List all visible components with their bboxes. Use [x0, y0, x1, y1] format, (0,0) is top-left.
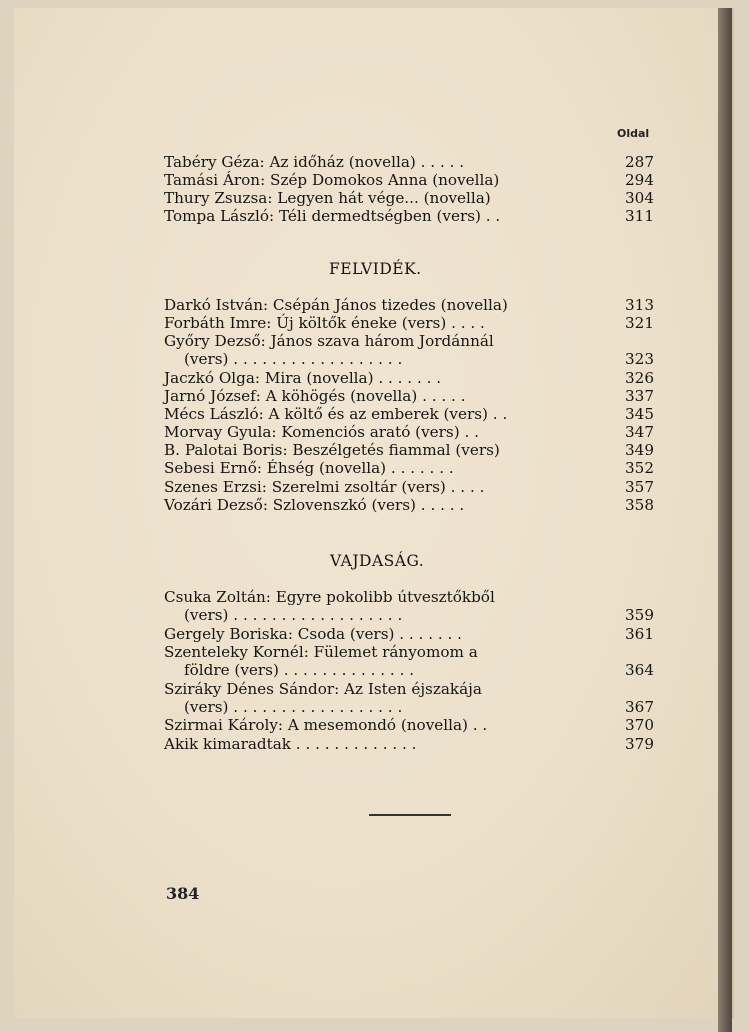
section-title-vajdasag: VAJDASÁG. — [330, 552, 425, 570]
toc-page-number: 367 — [625, 698, 654, 716]
toc-entry: Szenes Erzsi: Szerelmi zsoltár (vers) . . . . 357 — [164, 478, 654, 496]
divider-rule — [369, 814, 451, 816]
toc-page-number: 379 — [625, 735, 654, 753]
toc-entry: Morvay Gyula: Komenciós arató (vers) . . 347 — [164, 423, 654, 441]
toc-entry: Jarnó József: A köhögés (novella) . . . . . 337 — [164, 387, 654, 405]
toc-page-number: 370 — [625, 716, 654, 734]
toc-entry-continued: (vers) . . . . . . . . . . . . . . . . . . 367 — [184, 698, 654, 716]
toc-entry: Jaczkó Olga: Mira (novella) . . . . . . . 326 — [164, 369, 654, 387]
toc-page-number: 326 — [625, 369, 654, 387]
toc-page-number: 364 — [625, 661, 654, 679]
toc-page-number: 321 — [625, 314, 654, 332]
toc-entry: Thury Zsuzsa: Legyen hát vége... (novella) 304 — [164, 189, 654, 207]
book-spine-shadow — [718, 8, 732, 1032]
toc-entry: Csuka Zoltán: Egyre pokolibb útvesztőkből — [164, 588, 495, 606]
toc-entry: Tompa László: Téli dermedtségben (vers) . . 311 — [164, 207, 654, 225]
toc-page-number: 287 — [625, 153, 654, 171]
toc-page-number: 294 — [625, 171, 654, 189]
toc-page-number: 347 — [625, 423, 654, 441]
toc-entry: Tabéry Géza: Az időház (novella) . . . . . 287 — [164, 153, 654, 171]
toc-page-number: 352 — [625, 459, 654, 477]
toc-entry-continued: (vers) . . . . . . . . . . . . . . . . . . 323 — [184, 350, 654, 368]
toc-page-number: 357 — [625, 478, 654, 496]
toc-page-number: 349 — [625, 441, 654, 459]
toc-entry: Sebesi Ernő: Éhség (novella) . . . . . . . 352 — [164, 459, 654, 477]
toc-page-number: 359 — [625, 606, 654, 624]
toc-page-number: 337 — [625, 387, 654, 405]
toc-entry-continued: (vers) . . . . . . . . . . . . . . . . . . 359 — [184, 606, 654, 624]
book-page — [14, 8, 732, 1018]
toc-page-number: 361 — [625, 625, 654, 643]
toc-entry: Forbáth Imre: Új költők éneke (vers) . . . . 321 — [164, 314, 654, 332]
toc-page-number: 311 — [625, 207, 654, 225]
toc-entry: Mécs László: A költő és az emberek (vers) . . 345 — [164, 405, 654, 423]
toc-page-number: 313 — [625, 296, 654, 314]
toc-entry: Sziráky Dénes Sándor: Az Isten éjszakája — [164, 680, 482, 698]
page-column-header: Oldal — [617, 127, 650, 140]
toc-entry: Darkó István: Csépán János tizedes (novella) 313 — [164, 296, 654, 314]
page-number: 384 — [166, 884, 200, 903]
toc-entry: Szirmai Károly: A mesemondó (novella) . . 370 — [164, 716, 654, 734]
toc-entry: Győry Dezső: János szava három Jordánnál — [164, 332, 494, 350]
toc-entry: Gergely Boriska: Csoda (vers) . . . . . . . 361 — [164, 625, 654, 643]
toc-entry: Tamási Áron: Szép Domokos Anna (novella) 294 — [164, 171, 654, 189]
toc-page-number: 323 — [625, 350, 654, 368]
toc-entry: Vozári Dezső: Szlovenszkó (vers) . . . . . 358 — [164, 496, 654, 514]
toc-page-number: 304 — [625, 189, 654, 207]
toc-entry: Szenteleky Kornél: Fülemet rányomom a — [164, 643, 478, 661]
toc-page-number: 358 — [625, 496, 654, 514]
toc-entry: B. Palotai Boris: Beszélgetés fiammal (vers) 349 — [164, 441, 654, 459]
toc-entry-continued: földre (vers) . . . . . . . . . . . . . . 364 — [184, 661, 654, 679]
toc-page-number: 345 — [625, 405, 654, 423]
toc-entry: Akik kimaradtak . . . . . . . . . . . . . 379 — [164, 735, 654, 753]
section-title-felvidek: FELVIDÉK. — [329, 260, 422, 278]
